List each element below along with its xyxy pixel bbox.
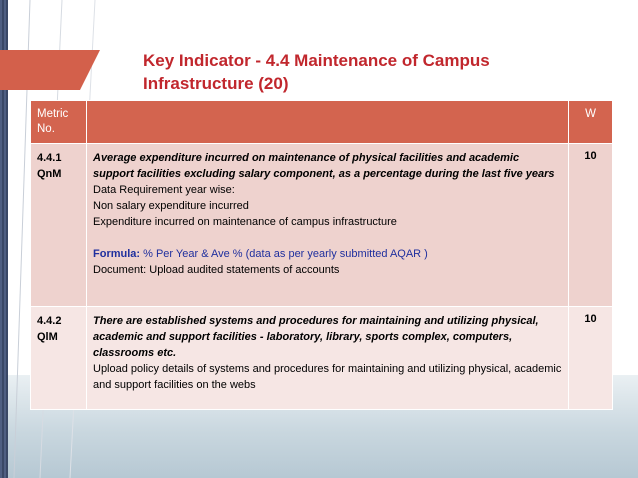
formula-line (93, 246, 562, 262)
metric-cell (31, 144, 87, 307)
table-header-row (31, 101, 613, 144)
metric-number: 4.4.2 (37, 315, 62, 327)
slide-title (143, 49, 603, 95)
slide-title-line1: Key Indicator - 4.4 Maintenance of Campus (143, 51, 490, 70)
upload-instruction: Upload policy details of systems and procedures for maintaining and utilizing physical, academic and support facilities on the webs (93, 363, 562, 391)
requirement-line: Expenditure incurred on maintenance of campus infrastructure (93, 216, 397, 228)
header-description (87, 101, 569, 144)
description-cell (87, 144, 569, 307)
table-row (31, 307, 613, 410)
weight-cell: 10 (569, 307, 613, 410)
requirement-line: Data Requirement year wise: (93, 184, 235, 196)
table-row (31, 144, 613, 307)
description-cell (87, 307, 569, 410)
weight-cell: 10 (569, 144, 613, 307)
metric-number: 4.4.1 (37, 152, 62, 164)
header-metric-no: Metric No. (31, 101, 87, 144)
formula-label: Formula: (93, 248, 141, 260)
requirement-line: Non salary expenditure incurred (93, 200, 249, 212)
document-line: Document: Upload audited statements of accounts (93, 264, 340, 276)
metric-heading: Average expenditure incurred on maintenance of physical facilities and academic support facilities excluding salary component, as a percentage during the last five years (93, 152, 555, 180)
metric-cell (31, 307, 87, 410)
metric-type: QlM (37, 331, 58, 343)
metrics-table (30, 100, 613, 410)
metric-type: QnM (37, 168, 62, 180)
slide-title-line2: Infrastructure (20) (143, 74, 289, 93)
formula-text: % Per Year & Ave % (data as per yearly submitted AQAR ) (140, 248, 428, 260)
header-weight: W (569, 101, 613, 144)
metric-heading: There are established systems and procedures for maintaining and utilizing physical, academic and support facilities - laboratory, library, sports complex, computers, classrooms etc. (93, 315, 539, 359)
